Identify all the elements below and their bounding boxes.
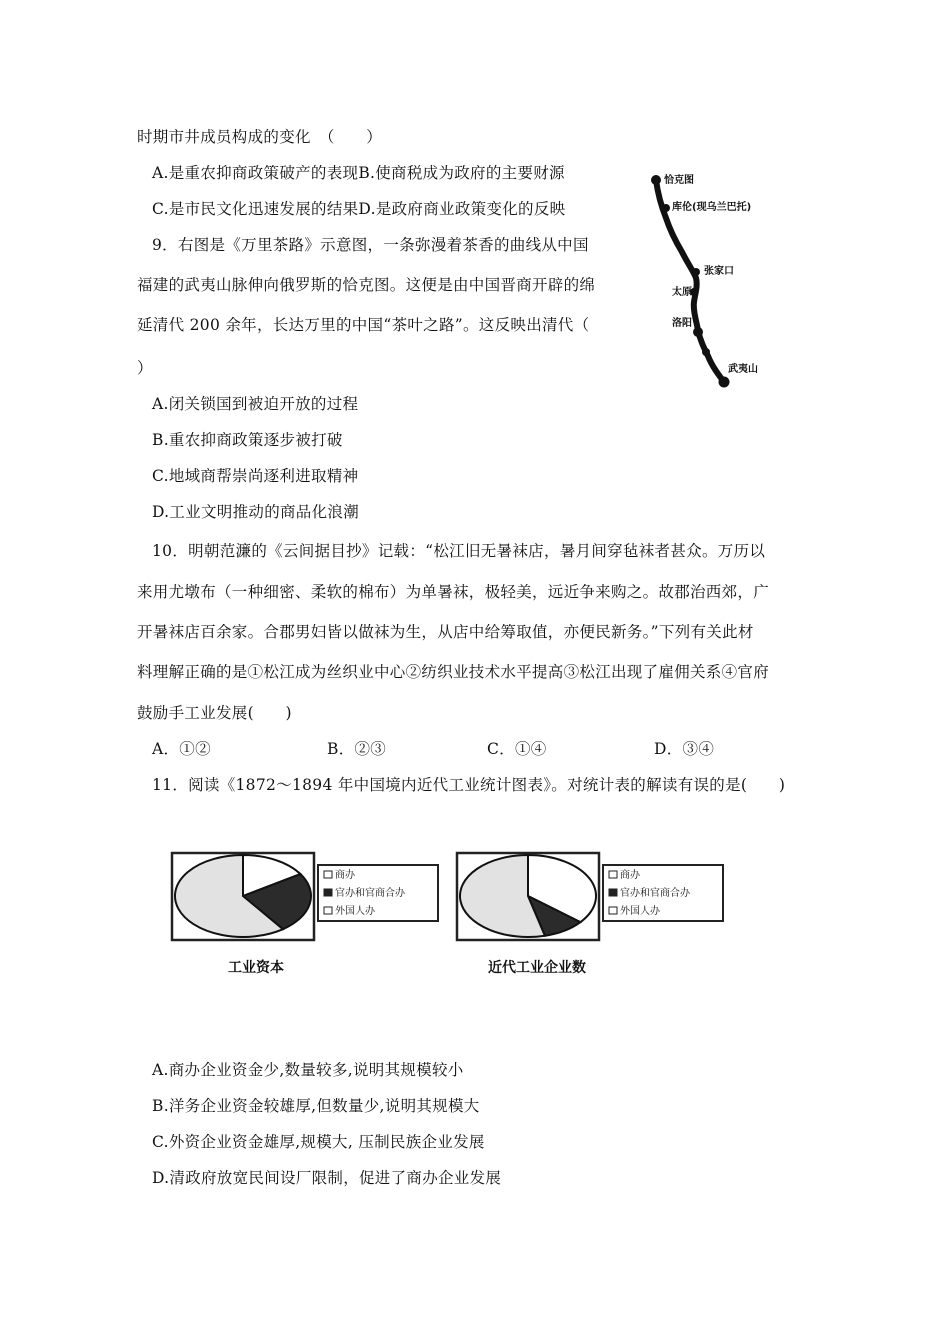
- legend-label: 商办: [335, 870, 355, 881]
- legend-label: 官办和官商合办: [620, 888, 690, 899]
- q11-option-a: A.商办企业资金少,数量较多,说明其规模较小: [152, 1061, 464, 1079]
- city-dot-kyakhta: [651, 175, 661, 185]
- pie-title: 工业资本: [228, 960, 284, 976]
- q8-options-ab: A.是重农抑商政策破产的表现B.使商税成为政府的主要财源: [152, 164, 565, 182]
- q11-stem: 11．阅读《1872～1894 年中国境内近代工业统计图表》。对统计表的解读有误的是( ): [152, 776, 786, 794]
- city-label-kulun: 库伦(现乌兰巴托): [672, 202, 752, 213]
- q10-option-d: D．③④: [654, 740, 715, 758]
- q9-option-c: C.地域商帮崇尚逐利进取精神: [152, 467, 359, 485]
- q9-stem-line3: 延清代 200 余年，长达万里的中国“茶叶之路”。这反映出清代（: [137, 316, 590, 334]
- legend-label: 外国人办: [335, 906, 375, 917]
- q10-option-b: B．②③: [327, 740, 387, 758]
- industry-pie-charts: [168, 848, 728, 988]
- city-label-zhangjiakou: 张家口: [704, 266, 734, 277]
- legend-swatch: [324, 907, 332, 914]
- q9-stem-line1: 9．右图是《万里茶路》示意图，一条弥漫着茶香的曲线从中国: [152, 236, 589, 254]
- q10-option-a: A．①②: [152, 740, 211, 758]
- q10-option-c: C．①④: [487, 740, 547, 758]
- q10-stem-line4: 料理解正确的是①松江成为丝织业中心②纺织业技术水平提高③松江出现了雇佣关系④官府: [137, 663, 770, 681]
- legend-swatch: [324, 889, 332, 896]
- legend-swatch: [324, 871, 332, 878]
- q10-stem-line2: 来用尤墩布（一种细密、柔软的棉布）为单暑袜，极轻美，远近争来购之。故郡治西郊，广: [137, 583, 770, 601]
- q10-stem-line1: 10．明朝范濂的《云间据目抄》记载：“松江旧无暑袜店，暑月间穿毡袜者甚众。万历以: [152, 542, 766, 560]
- legend-label: 外国人办: [620, 906, 660, 917]
- legend-label: 官办和官商合办: [335, 888, 405, 899]
- q11-option-d: D.清政府放宽民间设厂限制，促进了商办企业发展: [152, 1169, 502, 1187]
- pie-title: 近代工业企业数: [488, 960, 586, 976]
- q9-stem-line2: 福建的武夷山脉伸向俄罗斯的恰克图。这便是由中国晋商开辟的绵: [137, 276, 596, 294]
- city-label-wuyishan: 武夷山: [728, 364, 758, 375]
- q10-stem-line5: 鼓励手工业发展( ): [137, 704, 292, 722]
- q8-options-cd: C.是市民文化迅速发展的结果D.是政府商业政策变化的反映: [152, 200, 566, 218]
- legend-swatch: [609, 889, 617, 896]
- city-dot-kulun: [662, 204, 670, 212]
- q8-stem-tail: 时期市井成员构成的变化 （ ）: [137, 128, 383, 146]
- q9-option-a: A.闭关锁国到被迫开放的过程: [152, 395, 359, 413]
- legend-label: 商办: [620, 870, 640, 881]
- q9-option-d: D.工业文明推动的商品化浪潮: [152, 503, 360, 521]
- city-dot-luoyang-south: [702, 348, 710, 356]
- q11-option-c: C.外资企业资金雄厚,规模大, 压制民族企业发展: [152, 1133, 485, 1151]
- city-label-taiyuan: 太原: [672, 287, 692, 298]
- q9-option-b: B.重农抑商政策逐步被打破: [152, 431, 343, 449]
- city-label-luoyang: 洛阳: [672, 318, 692, 329]
- tea-road-map: [640, 160, 780, 400]
- city-dot-zhangjiakou: [692, 268, 700, 276]
- legend-swatch: [609, 871, 617, 878]
- city-label-kyakhta: 恰克图: [664, 175, 694, 186]
- city-dot-wuyishan: [719, 377, 730, 388]
- city-dot-luoyang: [693, 327, 703, 337]
- q9-stem-line4: ）: [137, 359, 153, 377]
- q10-stem-line3: 开暑袜店百余家。合郡男妇皆以做袜为生，从店中给筹取值，亦便民新务。”下列有关此材: [137, 623, 754, 641]
- q11-option-b: B.洋务企业资金较雄厚,但数量少,说明其规模大: [152, 1097, 480, 1115]
- legend-swatch: [609, 907, 617, 914]
